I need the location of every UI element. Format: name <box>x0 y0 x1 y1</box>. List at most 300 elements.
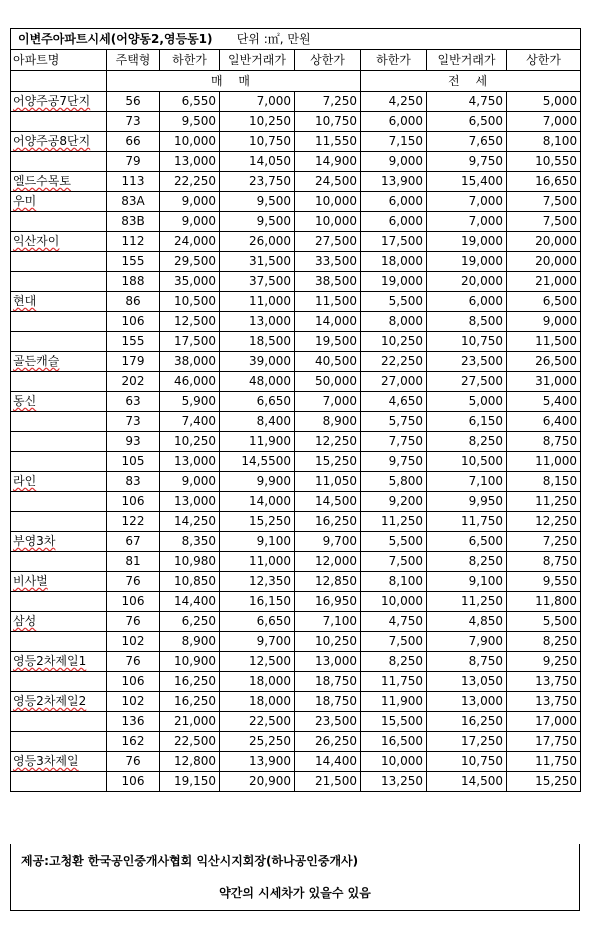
cell-sale-high: 12,850 <box>295 572 361 592</box>
cell-sale-high: 7,100 <box>295 612 361 632</box>
header-cell-lease-normal: 일반거래가 <box>427 50 507 71</box>
cell-sale-normal: 11,900 <box>220 432 295 452</box>
cell-lease-low: 9,750 <box>361 452 427 472</box>
cell-sale-low: 14,250 <box>160 512 220 532</box>
table-row <box>11 152 581 172</box>
cell-sale-high: 18,750 <box>295 672 361 692</box>
cell-type: 73 <box>107 112 160 132</box>
cell-sale-low: 9,000 <box>160 472 220 492</box>
cell-lease-normal: 8,250 <box>427 432 507 452</box>
cell-sale-low: 16,250 <box>160 692 220 712</box>
cell-lease-high: 20,000 <box>507 232 581 252</box>
cell-lease-low: 8,250 <box>361 652 427 672</box>
table-row <box>11 532 581 552</box>
cell-type: 76 <box>107 752 160 772</box>
table-row <box>11 452 581 472</box>
cell-lease-high: 11,750 <box>507 752 581 772</box>
cell-lease-high: 7,000 <box>507 112 581 132</box>
section-sale-label: 매 매 <box>107 71 361 92</box>
cell-sale-low: 10,000 <box>160 132 220 152</box>
cell-lease-normal: 6,500 <box>427 112 507 132</box>
cell-sale-normal: 25,250 <box>220 732 295 752</box>
cell-name <box>11 152 107 172</box>
cell-sale-high: 15,250 <box>295 452 361 472</box>
section-lease-label: 전 세 <box>361 71 581 92</box>
cell-lease-high: 13,750 <box>507 692 581 712</box>
cell-lease-low: 6,000 <box>361 212 427 232</box>
cell-lease-low: 9,000 <box>361 152 427 172</box>
cell-lease-low: 11,250 <box>361 512 427 532</box>
cell-name <box>11 452 107 472</box>
cell-sale-low: 10,250 <box>160 432 220 452</box>
cell-lease-high: 11,000 <box>507 452 581 472</box>
cell-lease-low: 19,000 <box>361 272 427 292</box>
cell-type: 83B <box>107 212 160 232</box>
cell-sale-normal: 31,500 <box>220 252 295 272</box>
cell-sale-normal: 7,000 <box>220 92 295 112</box>
cell-lease-normal: 13,050 <box>427 672 507 692</box>
cell-sale-high: 7,000 <box>295 392 361 412</box>
cell-lease-normal: 4,750 <box>427 92 507 112</box>
cell-type: 136 <box>107 712 160 732</box>
cell-sale-normal: 9,900 <box>220 472 295 492</box>
table-row <box>11 392 581 412</box>
header-cell-lease-high: 상한가 <box>507 50 581 71</box>
cell-lease-normal: 15,400 <box>427 172 507 192</box>
header-cell-type: 주택형 <box>107 50 160 71</box>
cell-lease-high: 8,250 <box>507 632 581 652</box>
provider-text: 제공:고청환 한국공인중개사협회 익산시지회장(하나공인중개사) <box>21 854 359 868</box>
cell-name <box>11 212 107 232</box>
cell-lease-normal: 7,000 <box>427 212 507 232</box>
cell-type: 106 <box>107 592 160 612</box>
header-cell-sale-normal: 일반거래가 <box>220 50 295 71</box>
cell-lease-low: 10,250 <box>361 332 427 352</box>
table-row <box>11 552 581 572</box>
cell-sale-high: 24,500 <box>295 172 361 192</box>
unit-label: 단위 :㎡, 만원 <box>236 31 311 46</box>
cell-type: 93 <box>107 432 160 452</box>
cell-sale-low: 22,500 <box>160 732 220 752</box>
cell-sale-high: 10,000 <box>295 212 361 232</box>
cell-name <box>11 112 107 132</box>
cell-type: 63 <box>107 392 160 412</box>
table-row <box>11 352 581 372</box>
cell-lease-low: 4,650 <box>361 392 427 412</box>
cell-lease-normal: 11,250 <box>427 592 507 612</box>
cell-type: 106 <box>107 672 160 692</box>
cell-sale-high: 7,250 <box>295 92 361 112</box>
cell-lease-normal: 7,100 <box>427 472 507 492</box>
cell-sale-normal: 13,900 <box>220 752 295 772</box>
cell-name <box>11 492 107 512</box>
cell-lease-high: 17,000 <box>507 712 581 732</box>
cell-sale-normal: 12,350 <box>220 572 295 592</box>
cell-name: 우미 <box>11 192 107 212</box>
cell-lease-high: 6,500 <box>507 292 581 312</box>
cell-sale-high: 50,000 <box>295 372 361 392</box>
cell-type: 76 <box>107 612 160 632</box>
cell-sale-high: 21,500 <box>295 772 361 792</box>
cell-lease-normal: 6,000 <box>427 292 507 312</box>
cell-lease-high: 26,500 <box>507 352 581 372</box>
cell-type: 105 <box>107 452 160 472</box>
cell-lease-high: 7,500 <box>507 192 581 212</box>
cell-name <box>11 372 107 392</box>
cell-name <box>11 272 107 292</box>
table-row <box>11 92 581 112</box>
cell-type: 76 <box>107 652 160 672</box>
cell-lease-high: 11,500 <box>507 332 581 352</box>
cell-lease-high: 8,750 <box>507 552 581 572</box>
cell-sale-normal: 39,000 <box>220 352 295 372</box>
cell-sale-high: 9,700 <box>295 532 361 552</box>
cell-lease-low: 5,500 <box>361 292 427 312</box>
table-row <box>11 292 581 312</box>
cell-lease-normal: 6,500 <box>427 532 507 552</box>
cell-lease-high: 11,250 <box>507 492 581 512</box>
cell-sale-normal: 9,500 <box>220 212 295 232</box>
table-row <box>11 752 581 772</box>
cell-sale-normal: 9,100 <box>220 532 295 552</box>
cell-lease-high: 8,150 <box>507 472 581 492</box>
cell-type: 106 <box>107 492 160 512</box>
cell-type: 86 <box>107 292 160 312</box>
cell-sale-normal: 11,000 <box>220 292 295 312</box>
cell-lease-normal: 8,750 <box>427 652 507 672</box>
cell-lease-low: 4,250 <box>361 92 427 112</box>
cell-sale-normal: 9,700 <box>220 632 295 652</box>
cell-lease-high: 15,250 <box>507 772 581 792</box>
cell-type: 106 <box>107 312 160 332</box>
cell-name: 비사벌 <box>11 572 107 592</box>
cell-sale-high: 26,250 <box>295 732 361 752</box>
cell-lease-low: 15,500 <box>361 712 427 732</box>
disclaimer-text: 약간의 시세차가 있을수 있음 <box>219 886 371 900</box>
cell-lease-high: 17,750 <box>507 732 581 752</box>
table-row <box>11 472 581 492</box>
cell-lease-low: 27,000 <box>361 372 427 392</box>
cell-type: 67 <box>107 532 160 552</box>
cell-sale-low: 35,000 <box>160 272 220 292</box>
cell-lease-high: 8,750 <box>507 432 581 452</box>
cell-sale-high: 33,500 <box>295 252 361 272</box>
cell-name <box>11 252 107 272</box>
cell-type: 102 <box>107 692 160 712</box>
cell-lease-high: 31,000 <box>507 372 581 392</box>
cell-name: 영등3차제일 <box>11 752 107 772</box>
cell-sale-low: 8,350 <box>160 532 220 552</box>
table-row <box>11 712 581 732</box>
cell-lease-normal: 10,750 <box>427 332 507 352</box>
cell-sale-normal: 23,750 <box>220 172 295 192</box>
cell-lease-normal: 27,500 <box>427 372 507 392</box>
section-row <box>11 71 581 92</box>
table-row <box>11 252 581 272</box>
cell-sale-low: 24,000 <box>160 232 220 252</box>
cell-name: 영등2차제일1 <box>11 652 107 672</box>
cell-sale-normal: 18,000 <box>220 692 295 712</box>
cell-sale-low: 13,000 <box>160 452 220 472</box>
cell-sale-normal: 14,000 <box>220 492 295 512</box>
cell-sale-normal: 26,000 <box>220 232 295 252</box>
cell-lease-normal: 6,150 <box>427 412 507 432</box>
cell-lease-normal: 9,750 <box>427 152 507 172</box>
cell-type: 155 <box>107 252 160 272</box>
table-row <box>11 652 581 672</box>
cell-lease-high: 8,100 <box>507 132 581 152</box>
table-row <box>11 432 581 452</box>
cell-name <box>11 732 107 752</box>
cell-lease-low: 7,750 <box>361 432 427 452</box>
cell-sale-high: 14,900 <box>295 152 361 172</box>
cell-lease-low: 22,250 <box>361 352 427 372</box>
cell-lease-high: 5,000 <box>507 92 581 112</box>
cell-sale-normal: 6,650 <box>220 612 295 632</box>
cell-sale-low: 9,500 <box>160 112 220 132</box>
cell-type: 202 <box>107 372 160 392</box>
header-cell-sale-high: 상한가 <box>295 50 361 71</box>
table-row <box>11 692 581 712</box>
sheet-title: 이변주아파트시세(어양동2,영등동1) <box>18 31 213 46</box>
cell-type: 112 <box>107 232 160 252</box>
cell-lease-high: 9,250 <box>507 652 581 672</box>
header-cell-lease-low: 하한가 <box>361 50 427 71</box>
cell-lease-normal: 9,100 <box>427 572 507 592</box>
cell-sale-low: 14,400 <box>160 592 220 612</box>
cell-sale-normal: 10,750 <box>220 132 295 152</box>
cell-sale-high: 8,900 <box>295 412 361 432</box>
header-row <box>11 50 581 71</box>
cell-lease-low: 13,250 <box>361 772 427 792</box>
cell-sale-high: 23,500 <box>295 712 361 732</box>
cell-lease-low: 11,900 <box>361 692 427 712</box>
cell-type: 188 <box>107 272 160 292</box>
cell-lease-low: 8,100 <box>361 572 427 592</box>
cell-lease-normal: 7,650 <box>427 132 507 152</box>
cell-sale-high: 11,500 <box>295 292 361 312</box>
cell-sale-low: 46,000 <box>160 372 220 392</box>
cell-lease-normal: 23,500 <box>427 352 507 372</box>
cell-sale-low: 38,000 <box>160 352 220 372</box>
cell-name: 라인 <box>11 472 107 492</box>
table-row <box>11 132 581 152</box>
table-row <box>11 412 581 432</box>
cell-lease-normal: 17,250 <box>427 732 507 752</box>
cell-lease-high: 13,750 <box>507 672 581 692</box>
cell-lease-low: 4,750 <box>361 612 427 632</box>
cell-lease-normal: 7,900 <box>427 632 507 652</box>
cell-sale-high: 14,000 <box>295 312 361 332</box>
cell-sale-low: 13,000 <box>160 152 220 172</box>
price-table <box>10 28 581 792</box>
cell-sale-low: 21,000 <box>160 712 220 732</box>
cell-lease-low: 13,900 <box>361 172 427 192</box>
cell-lease-high: 7,250 <box>507 532 581 552</box>
price-sheet <box>10 28 580 792</box>
cell-lease-low: 8,000 <box>361 312 427 332</box>
cell-lease-high: 5,400 <box>507 392 581 412</box>
cell-name <box>11 712 107 732</box>
cell-sale-normal: 9,500 <box>220 192 295 212</box>
footer-box <box>10 844 580 911</box>
cell-sale-low: 16,250 <box>160 672 220 692</box>
cell-lease-low: 7,500 <box>361 552 427 572</box>
cell-lease-high: 10,550 <box>507 152 581 172</box>
cell-name: 어양주공7단지 <box>11 92 107 112</box>
cell-lease-normal: 13,000 <box>427 692 507 712</box>
cell-sale-high: 19,500 <box>295 332 361 352</box>
cell-lease-normal: 19,000 <box>427 252 507 272</box>
table-row <box>11 372 581 392</box>
table-row <box>11 572 581 592</box>
cell-lease-high: 5,500 <box>507 612 581 632</box>
cell-sale-high: 12,250 <box>295 432 361 452</box>
cell-lease-low: 16,500 <box>361 732 427 752</box>
cell-lease-low: 6,000 <box>361 112 427 132</box>
cell-lease-low: 5,500 <box>361 532 427 552</box>
cell-name: 엘드수목토 <box>11 172 107 192</box>
cell-sale-low: 6,250 <box>160 612 220 632</box>
cell-sale-low: 12,500 <box>160 312 220 332</box>
cell-name: 골든캐슬 <box>11 352 107 372</box>
cell-sale-low: 29,500 <box>160 252 220 272</box>
table-row <box>11 272 581 292</box>
cell-name <box>11 672 107 692</box>
cell-sale-normal: 8,400 <box>220 412 295 432</box>
cell-type: 66 <box>107 132 160 152</box>
cell-lease-high: 11,800 <box>507 592 581 612</box>
cell-type: 83A <box>107 192 160 212</box>
cell-sale-low: 5,900 <box>160 392 220 412</box>
cell-sale-high: 16,950 <box>295 592 361 612</box>
cell-sale-low: 6,550 <box>160 92 220 112</box>
table-row <box>11 512 581 532</box>
cell-name: 영등2차제일2 <box>11 692 107 712</box>
cell-lease-normal: 16,250 <box>427 712 507 732</box>
table-row <box>11 772 581 792</box>
cell-sale-normal: 13,000 <box>220 312 295 332</box>
cell-lease-high: 6,400 <box>507 412 581 432</box>
cell-lease-low: 11,750 <box>361 672 427 692</box>
table-row <box>11 112 581 132</box>
cell-lease-low: 6,000 <box>361 192 427 212</box>
cell-name <box>11 432 107 452</box>
cell-name: 현대 <box>11 292 107 312</box>
table-row <box>11 312 581 332</box>
cell-lease-high: 9,550 <box>507 572 581 592</box>
cell-sale-normal: 16,150 <box>220 592 295 612</box>
cell-lease-low: 17,500 <box>361 232 427 252</box>
cell-lease-normal: 8,250 <box>427 552 507 572</box>
cell-sale-low: 19,150 <box>160 772 220 792</box>
cell-lease-high: 21,000 <box>507 272 581 292</box>
table-row <box>11 192 581 212</box>
header-cell-sale-low: 하한가 <box>160 50 220 71</box>
cell-name: 어양주공8단지 <box>11 132 107 152</box>
table-row <box>11 332 581 352</box>
cell-sale-normal: 14,050 <box>220 152 295 172</box>
cell-sale-high: 38,500 <box>295 272 361 292</box>
cell-sale-low: 9,000 <box>160 192 220 212</box>
cell-name <box>11 312 107 332</box>
cell-type: 102 <box>107 632 160 652</box>
cell-lease-low: 5,800 <box>361 472 427 492</box>
cell-lease-high: 7,500 <box>507 212 581 232</box>
cell-lease-low: 18,000 <box>361 252 427 272</box>
cell-sale-low: 10,900 <box>160 652 220 672</box>
cell-lease-low: 9,200 <box>361 492 427 512</box>
cell-type: 106 <box>107 772 160 792</box>
cell-type: 76 <box>107 572 160 592</box>
cell-sale-high: 14,500 <box>295 492 361 512</box>
cell-sale-normal: 37,500 <box>220 272 295 292</box>
cell-name: 익산자이 <box>11 232 107 252</box>
cell-sale-normal: 11,000 <box>220 552 295 572</box>
cell-sale-normal: 15,250 <box>220 512 295 532</box>
cell-sale-high: 12,000 <box>295 552 361 572</box>
cell-type: 73 <box>107 412 160 432</box>
cell-sale-low: 22,250 <box>160 172 220 192</box>
cell-sale-high: 40,500 <box>295 352 361 372</box>
cell-type: 122 <box>107 512 160 532</box>
cell-sale-high: 10,000 <box>295 192 361 212</box>
cell-sale-high: 13,000 <box>295 652 361 672</box>
cell-lease-low: 7,150 <box>361 132 427 152</box>
cell-lease-low: 10,000 <box>361 752 427 772</box>
cell-type: 155 <box>107 332 160 352</box>
cell-lease-low: 7,500 <box>361 632 427 652</box>
cell-lease-normal: 5,000 <box>427 392 507 412</box>
cell-sale-normal: 12,500 <box>220 652 295 672</box>
cell-sale-normal: 48,000 <box>220 372 295 392</box>
cell-sale-low: 8,900 <box>160 632 220 652</box>
cell-sale-high: 14,400 <box>295 752 361 772</box>
table-row <box>11 612 581 632</box>
cell-sale-high: 10,750 <box>295 112 361 132</box>
cell-lease-high: 16,650 <box>507 172 581 192</box>
table-row <box>11 632 581 652</box>
cell-lease-normal: 20,000 <box>427 272 507 292</box>
cell-sale-low: 17,500 <box>160 332 220 352</box>
cell-type: 81 <box>107 552 160 572</box>
cell-sale-low: 7,400 <box>160 412 220 432</box>
cell-lease-normal: 4,850 <box>427 612 507 632</box>
cell-type: 83 <box>107 472 160 492</box>
cell-lease-high: 12,250 <box>507 512 581 532</box>
cell-type: 56 <box>107 92 160 112</box>
cell-lease-normal: 8,500 <box>427 312 507 332</box>
cell-sale-normal: 18,500 <box>220 332 295 352</box>
cell-sale-low: 10,980 <box>160 552 220 572</box>
header-cell-name: 아파트명 <box>11 50 107 71</box>
table-row <box>11 592 581 612</box>
cell-sale-normal: 18,000 <box>220 672 295 692</box>
cell-type: 113 <box>107 172 160 192</box>
cell-lease-normal: 14,500 <box>427 772 507 792</box>
cell-lease-normal: 9,950 <box>427 492 507 512</box>
table-row <box>11 232 581 252</box>
cell-name: 동신 <box>11 392 107 412</box>
cell-lease-normal: 10,500 <box>427 452 507 472</box>
cell-type: 179 <box>107 352 160 372</box>
table-row <box>11 672 581 692</box>
cell-name: 부영3차 <box>11 532 107 552</box>
cell-sale-low: 10,850 <box>160 572 220 592</box>
cell-lease-low: 10,000 <box>361 592 427 612</box>
cell-sale-low: 12,800 <box>160 752 220 772</box>
cell-name: 삼성 <box>11 612 107 632</box>
